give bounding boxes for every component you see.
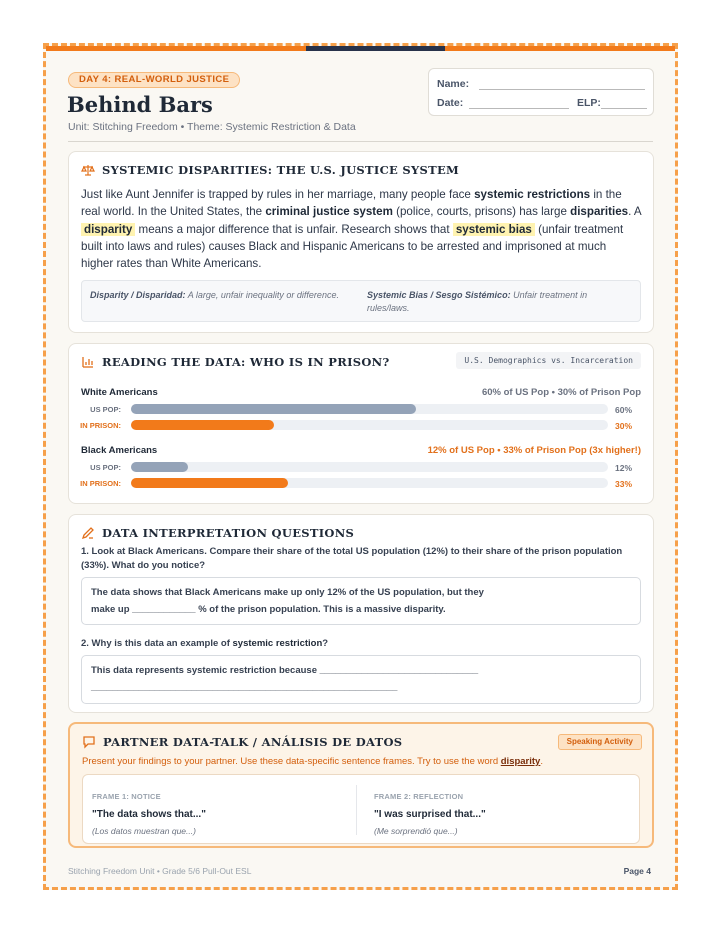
questions-heading xyxy=(81,526,354,540)
definitions-box xyxy=(81,280,641,322)
answer-1-line-1: The data shows that Black Americans make up only 12% of the US population, but they xyxy=(91,587,484,598)
chart-tag: U.S. Demographics vs. Incarceration xyxy=(456,352,641,369)
speaking-activity-badge: Speaking Activity xyxy=(558,734,642,750)
prison-bar-label: IN PRISON: xyxy=(80,479,121,488)
definition-disparity: Disparity / Disparidad: A large, unfair inequality or difference. xyxy=(90,290,339,300)
us-bar-fill xyxy=(131,462,188,472)
name-date-box xyxy=(428,68,654,116)
disparities-heading-text: SYSTEMIC DISPARITIES: THE U.S. JUSTICE SYSTEM xyxy=(102,163,460,177)
questions-heading-text: DATA INTERPRETATION QUESTIONS xyxy=(102,526,355,540)
disparities-heading xyxy=(81,163,459,177)
bar-chart-icon xyxy=(81,355,95,369)
partner-card xyxy=(68,722,654,848)
question-2: 2. Why is this data an example of systemic restriction? xyxy=(81,638,329,649)
definition-systemic-bias: Systemic Bias / Sesgo Sistémico: Unfair treatment in rules/laws. xyxy=(367,290,588,313)
questions-card xyxy=(68,514,654,713)
elp-field[interactable] xyxy=(601,108,647,109)
highlight-systemic-bias: systemic bias xyxy=(453,223,535,236)
frame-1-spanish: (Los datos muestran que...) xyxy=(92,826,196,836)
header-divider xyxy=(68,141,653,142)
footer-page-number: Page 4 xyxy=(623,866,651,876)
us-bar-track xyxy=(131,462,608,472)
reading-heading-text: READING THE DATA: WHO IS IN PRISON? xyxy=(102,355,390,369)
answer-1-line-2: make up ____________ % of the prison population. This is a massive disparity. xyxy=(91,604,446,615)
highlight-disparity: disparity xyxy=(81,223,135,236)
reading-data-card xyxy=(68,343,654,504)
frame-1-label: FRAME 1: NOTICE xyxy=(92,792,161,801)
prison-bar-value: 30% xyxy=(615,421,633,431)
frame-divider xyxy=(356,785,357,835)
partner-heading xyxy=(82,735,402,749)
unit-subtitle: Unit: Stitching Freedom • Theme: Systemic Restriction & Data xyxy=(68,121,356,133)
group-stat: 60% of US Pop • 30% of Prison Pop xyxy=(481,387,641,398)
sentence-frames xyxy=(82,774,640,844)
prison-bar-fill xyxy=(131,478,288,488)
frame-2-english: "I was surprised that..." xyxy=(374,809,486,820)
day-badge: DAY 4: REAL-WORLD JUSTICE xyxy=(68,72,240,88)
scales-icon xyxy=(81,163,95,177)
disparities-card xyxy=(68,151,654,333)
date-label: Date: xyxy=(437,97,464,109)
elp-label: ELP: xyxy=(577,97,601,109)
prison-bar-track xyxy=(131,478,608,488)
frame-1-english: "The data shows that..." xyxy=(92,809,206,820)
reading-heading xyxy=(81,355,390,369)
prison-bar-label: IN PRISON: xyxy=(80,421,121,430)
answer-box-1[interactable] xyxy=(81,577,641,625)
partner-heading-text: PARTNER DATA-TALK / ANÁLISIS DE DATOS xyxy=(103,735,403,749)
us-bar-track xyxy=(131,404,608,414)
footer-unit: Stitching Freedom Unit • Grade 5/6 Pull-Out ESL xyxy=(68,866,252,876)
date-field[interactable] xyxy=(469,108,569,109)
answer-2-line-1: This data represents systemic restriction because ______________________________ xyxy=(91,665,479,676)
question-1: 1. Look at Black Americans. Compare their share of the total US population (12%) to their share of the prison population (33%). What do you notice? xyxy=(81,546,623,571)
group-label: Black Americans xyxy=(81,445,158,456)
prison-bar-value: 33% xyxy=(615,479,633,489)
frame-2-spanish: (Me sorprendió que...) xyxy=(374,826,458,836)
worksheet-page xyxy=(43,43,678,890)
pencil-icon xyxy=(81,526,95,540)
us-bar-value: 12% xyxy=(615,463,633,473)
prison-bar-fill xyxy=(131,420,274,430)
frame-reflection xyxy=(365,775,635,845)
us-bar-label: US POP: xyxy=(90,463,121,472)
top-accent-bar xyxy=(46,46,675,51)
group-stat: 12% of US Pop • 33% of Prison Pop (3x higher!) xyxy=(427,445,641,456)
name-field[interactable] xyxy=(479,89,645,90)
page-title: Behind Bars xyxy=(67,92,213,117)
group-label: White Americans xyxy=(81,387,158,398)
frame-2-label: FRAME 2: REFLECTION xyxy=(374,792,464,801)
us-bar-value: 60% xyxy=(615,405,633,415)
frame-notice xyxy=(83,775,353,845)
partner-instructions: Present your findings to your partner. Use these data-specific sentence frames. Try to use the word disparity. xyxy=(82,756,543,767)
answer-box-2[interactable] xyxy=(81,655,641,704)
name-label: Name: xyxy=(437,78,470,90)
speech-bubble-icon xyxy=(82,735,96,749)
prison-bar-track xyxy=(131,420,608,430)
disparities-paragraph: Just like Aunt Jennifer is trapped by rules in her marriage, many people face systemic restrictions in the real world. In the United States, the criminal justice system (police, courts, prisons) has large disparities. A disparity means a major difference that is unfair. Research shows that systemic bias (unfair treatment built into laws and rules) causes Black and Hispanic Americans to be arrested and imprisoned at much higher rates than White Americans. xyxy=(81,188,642,271)
answer-2-line-2: __________________________________________________________ xyxy=(91,682,398,693)
us-bar-fill xyxy=(131,404,416,414)
us-bar-label: US POP: xyxy=(90,405,121,414)
